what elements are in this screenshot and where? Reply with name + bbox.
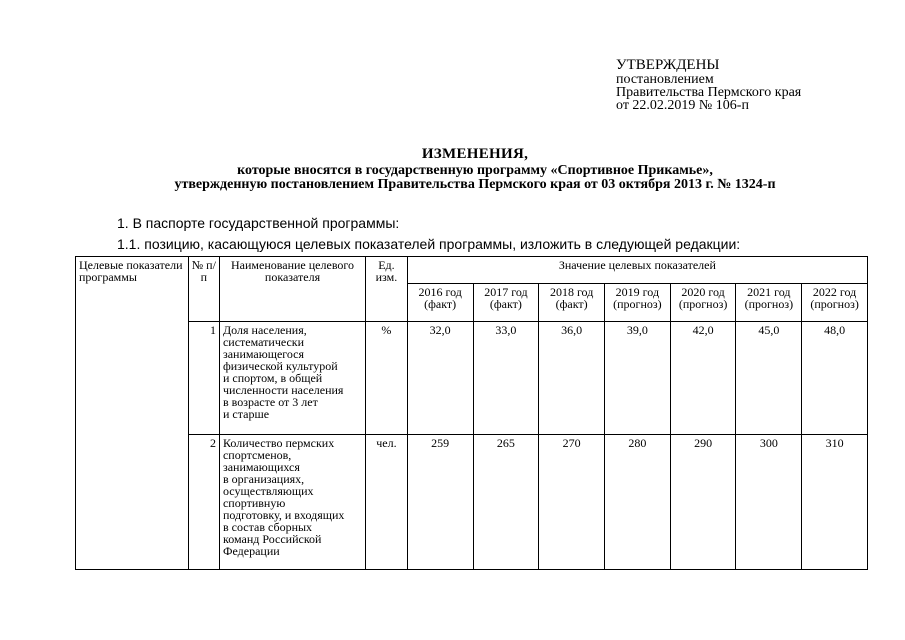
paragraph-1-1: 1.1. позицию, касающуюся целевых показателей программы, изложить в следующей редакции: (117, 236, 741, 252)
row-value: 280 (605, 435, 671, 570)
header-num: № п/п (188, 257, 219, 322)
document-title: ИЗМЕНЕНИЯ, (421, 146, 529, 162)
approval-title: УТВЕРЖДЕНЫ (616, 57, 720, 73)
row-value: 290 (670, 435, 736, 570)
approval-line-1: постановлением (616, 72, 714, 87)
document-subtitle-line-1: которые вносятся в государственную программу «Спортивное Прикамье», (237, 163, 713, 178)
indicators-table (75, 256, 868, 570)
header-year: 2020 год (прогноз) (670, 284, 736, 322)
row-name: Количество пермских спортсменов, занимающихся в организациях, осуществляющих спортивную подготовку, и входящих в состав сборных команд Российской Федерации (219, 435, 365, 570)
header-year: 2016 год (факт) (407, 284, 473, 322)
row-unit: чел. (366, 435, 408, 570)
row-value: 48,0 (802, 322, 868, 435)
header-year: 2018 год (факт) (539, 284, 605, 322)
row-num: 2 (188, 435, 219, 570)
row-value: 265 (473, 435, 539, 570)
row-name: Доля населения, систематически занимающегося физической культурой и спортом, в общей численности населения в возрасте от 3 лет и старше (219, 322, 365, 435)
group-label: Целевые показатели программы (76, 257, 189, 570)
row-value: 270 (539, 435, 605, 570)
row-value: 32,0 (407, 322, 473, 435)
document-subtitle-line-2: утвержденную постановлением Правительства Пермского края от 03 октября 2013 г. № 1324-п (174, 177, 776, 192)
row-value: 45,0 (736, 322, 802, 435)
row-value: 36,0 (539, 322, 605, 435)
approval-line-2: Правительства Пермского края (616, 85, 802, 100)
header-year: 2022 год (прогноз) (802, 284, 868, 322)
header-name: Наименование целевого показателя (219, 257, 365, 322)
row-value: 310 (802, 435, 868, 570)
header-unit: Ед. изм. (366, 257, 408, 322)
header-year: 2019 год (прогноз) (605, 284, 671, 322)
row-value: 300 (736, 435, 802, 570)
table-header-row-1 (76, 257, 868, 284)
table-row (76, 322, 868, 435)
row-value: 42,0 (670, 322, 736, 435)
row-value: 39,0 (605, 322, 671, 435)
row-value: 33,0 (473, 322, 539, 435)
approval-stamp (616, 59, 856, 112)
approval-line-3: от 22.02.2019 № 106-п (616, 98, 749, 113)
paragraph-1: 1. В паспорте государственной программы: (117, 215, 400, 231)
header-values: Значение целевых показателей (407, 257, 867, 284)
header-year: 2017 год (факт) (473, 284, 539, 322)
header-year: 2021 год (прогноз) (736, 284, 802, 322)
table-row (76, 435, 868, 570)
row-unit: % (366, 322, 408, 435)
row-num: 1 (188, 322, 219, 435)
row-value: 259 (407, 435, 473, 570)
